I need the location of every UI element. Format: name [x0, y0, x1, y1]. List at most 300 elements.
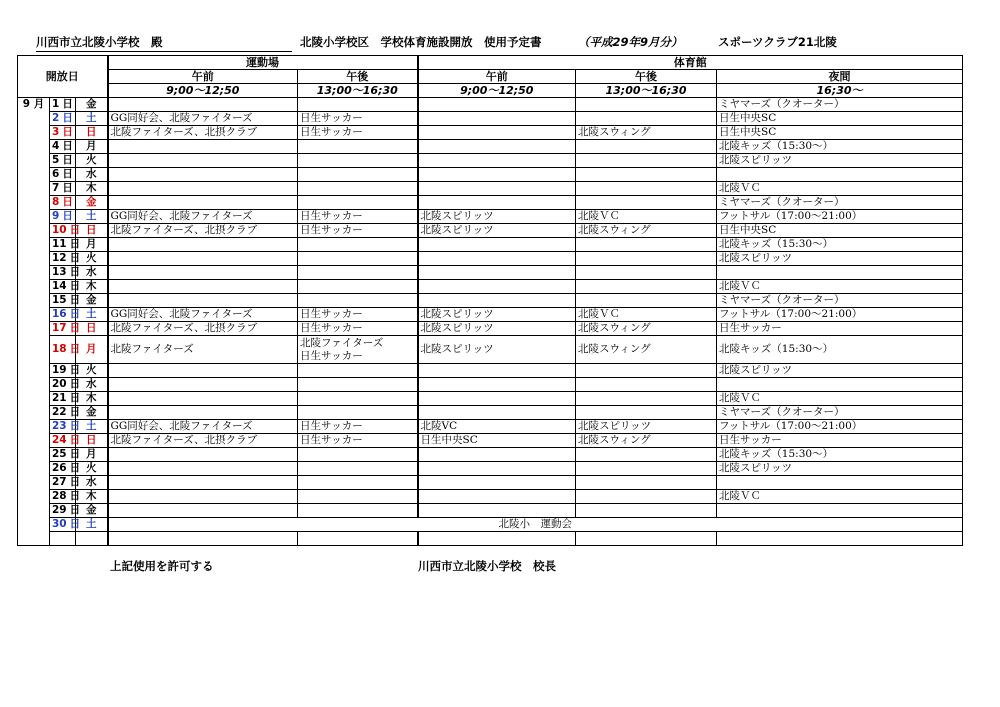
gym-pm-cell — [576, 406, 717, 420]
table-row — [18, 518, 963, 532]
gym-pm-cell — [576, 476, 717, 490]
schedule-body — [18, 98, 963, 546]
day-number-value: 19 — [52, 364, 67, 376]
weekday: 金 — [76, 196, 108, 210]
table-row — [18, 294, 963, 308]
weekday: 木 — [76, 182, 108, 196]
ground-am-cell — [108, 378, 298, 392]
weekday: 日 — [76, 126, 108, 140]
ground-header: 運動場 — [108, 56, 418, 70]
day-number — [50, 364, 81, 378]
ground-pm-cell — [298, 504, 418, 518]
gym-night-cell — [717, 476, 963, 490]
ground-pm-cell — [298, 266, 418, 280]
ground-am-cell — [108, 532, 298, 546]
ground-pm-cell — [298, 378, 418, 392]
gym-am-cell — [418, 98, 576, 112]
gym-header: 体育館 — [418, 56, 963, 70]
ground-am-cell — [108, 392, 298, 406]
day-suffix: 日 — [62, 140, 73, 152]
table-row — [18, 336, 963, 364]
gym-pm-cell: 北陵スウィング — [576, 336, 717, 364]
day-number — [50, 238, 81, 252]
gym-night-cell: 日生中央SC — [717, 112, 963, 126]
ground-pm-cell — [298, 294, 418, 308]
day-number-value: 5 — [52, 154, 60, 166]
gym-am-cell: 北陵スピリッツ — [418, 322, 576, 336]
weekday: 木 — [76, 392, 108, 406]
day-number-value: 27 — [52, 476, 67, 488]
gym-am-cell: 北陵スピリッツ — [418, 210, 576, 224]
day-suffix: 日 — [69, 252, 81, 264]
day-number — [50, 280, 81, 294]
gym-am-cell: 日生中央SC — [418, 434, 576, 448]
ground-am-cell — [108, 490, 298, 504]
ground-pm-cell — [298, 448, 418, 462]
day-number — [50, 308, 81, 322]
day-suffix: 日 — [69, 322, 81, 334]
weekday: 土 — [76, 308, 108, 322]
gym-night-cell — [717, 532, 963, 546]
day-number — [50, 140, 76, 154]
document-period: （平成29年9月分） — [578, 35, 683, 49]
gym-pm-cell: 北陵スウィング — [576, 434, 717, 448]
ground-am-time: 9;00～12;50 — [108, 84, 298, 98]
day-number — [50, 126, 76, 140]
day-number-value: 13 — [52, 266, 67, 278]
table-row — [18, 182, 963, 196]
gym-pm-cell — [576, 280, 717, 294]
day-number — [50, 182, 76, 196]
weekday: 水 — [76, 266, 108, 280]
gym-pm-cell — [576, 294, 717, 308]
gym-am-cell — [418, 238, 576, 252]
table-row — [18, 448, 963, 462]
ground-pm-cell — [298, 252, 418, 266]
ground-am-cell — [108, 294, 298, 308]
ground-am-cell — [108, 364, 298, 378]
day-suffix: 日 — [62, 98, 73, 110]
table-row — [18, 462, 963, 476]
ground-pm-header: 午後 — [298, 70, 418, 84]
ground-pm-cell: 日生サッカー — [298, 224, 418, 238]
day-suffix: 日 — [69, 294, 81, 306]
gym-pm-cell — [576, 182, 717, 196]
day-number-value: 12 — [52, 252, 67, 264]
ground-am-cell: 北陵ファイターズ — [108, 336, 298, 364]
day-number-value: 30 — [52, 518, 67, 530]
day-number — [50, 196, 76, 210]
day-number — [50, 378, 81, 392]
gym-night-cell: 日生中央SC — [717, 126, 963, 140]
gym-night-cell: 日生サッカー — [717, 322, 963, 336]
gym-am-cell — [418, 140, 576, 154]
ground-pm-time: 13;00～16;30 — [298, 84, 418, 98]
gym-am-cell — [418, 126, 576, 140]
ground-pm-cell — [298, 280, 418, 294]
table-row — [18, 364, 963, 378]
day-suffix: 日 — [69, 448, 81, 460]
day-number — [50, 504, 81, 518]
day-number-value: 1 — [52, 98, 60, 110]
ground-pm-cell: 北陵ファイターズ 日生サッカー — [298, 336, 418, 364]
day-number-value: 9 — [52, 210, 60, 222]
blank-row — [18, 532, 963, 546]
gym-am-cell — [418, 266, 576, 280]
day-number — [50, 210, 76, 224]
day-suffix: 日 — [69, 364, 81, 376]
day-suffix: 日 — [62, 182, 73, 194]
ground-am-cell — [108, 280, 298, 294]
gym-night-cell: ミヤマーズ（クオーター） — [717, 406, 963, 420]
table-row — [18, 112, 963, 126]
day-number-value: 28 — [52, 490, 67, 502]
table-row — [18, 378, 963, 392]
day-number — [50, 490, 81, 504]
gym-night-cell: フットサル（17:00～21:00） — [717, 420, 963, 434]
ground-pm-cell — [298, 476, 418, 490]
day-number-value: 10 — [52, 224, 67, 236]
day-number — [50, 462, 81, 476]
day-number — [50, 406, 81, 420]
ground-am-header: 午前 — [108, 70, 298, 84]
ground-am-cell — [108, 448, 298, 462]
gym-pm-cell: 北陵スウィング — [576, 126, 717, 140]
gym-am-cell — [418, 280, 576, 294]
schedule-table — [17, 55, 963, 546]
gym-night-header: 夜間 — [717, 70, 963, 84]
gym-night-cell: 北陵ＶＣ — [717, 392, 963, 406]
table-row — [18, 154, 963, 168]
gym-night-cell: ミヤマーズ（クオーター） — [717, 196, 963, 210]
weekday: 火 — [76, 364, 108, 378]
gym-pm-cell — [576, 490, 717, 504]
day-suffix: 日 — [62, 126, 73, 138]
day-suffix: 日 — [69, 378, 81, 390]
ground-am-cell — [108, 266, 298, 280]
month-cell: 9 月 — [18, 98, 50, 546]
gym-pm-cell — [576, 462, 717, 476]
ground-pm-cell: 日生サッカー — [298, 210, 418, 224]
weekday — [76, 532, 108, 546]
gym-pm-cell — [576, 378, 717, 392]
gym-am-cell — [418, 448, 576, 462]
gym-night-cell: 北陵スピリッツ — [717, 462, 963, 476]
day-number — [50, 224, 81, 238]
ground-am-cell: GG同好会、北陵ファイターズ — [108, 112, 298, 126]
ground-am-cell: 北陵ファイターズ、北摂クラブ — [108, 322, 298, 336]
gym-night-cell: 北陵キッズ（15:30～） — [717, 336, 963, 364]
table-row — [18, 140, 963, 154]
day-number-value: 4 — [52, 140, 60, 152]
day-number-value: 8 — [52, 196, 60, 208]
weekday: 土 — [76, 518, 108, 532]
gym-am-time: 9;00～12;50 — [418, 84, 576, 98]
weekday: 日 — [76, 322, 108, 336]
gym-pm-cell — [576, 196, 717, 210]
ground-pm-cell — [298, 364, 418, 378]
day-number — [50, 392, 81, 406]
gym-night-cell: 北陵スピリッツ — [717, 154, 963, 168]
gym-pm-cell — [576, 252, 717, 266]
weekday: 金 — [76, 406, 108, 420]
open-day-header: 開放日 — [18, 56, 108, 98]
ground-am-cell: 北陵ファイターズ、北摂クラブ — [108, 434, 298, 448]
day-suffix: 日 — [62, 196, 73, 208]
gym-am-cell — [418, 196, 576, 210]
gym-night-cell: 北陵キッズ（15:30～） — [717, 140, 963, 154]
day-suffix: 日 — [69, 406, 81, 418]
ground-am-cell: 北陵ファイターズ、北摂クラブ — [108, 224, 298, 238]
table-row — [18, 504, 963, 518]
day-number — [50, 532, 76, 546]
permit-statement: 上記使用を許可する — [110, 559, 214, 573]
day-suffix: 日 — [69, 518, 81, 530]
gym-am-cell — [418, 504, 576, 518]
day-suffix: 日 — [69, 462, 81, 474]
table-row — [18, 224, 963, 238]
day-number — [50, 154, 76, 168]
ground-pm-cell: 日生サッカー — [298, 112, 418, 126]
gym-am-cell: 北陵VC — [418, 420, 576, 434]
gym-night-cell: 北陵ＶＣ — [717, 182, 963, 196]
day-number — [50, 476, 81, 490]
ground-am-cell — [108, 182, 298, 196]
gym-am-cell — [418, 112, 576, 126]
day-number-value: 20 — [52, 378, 67, 390]
day-number-value: 3 — [52, 126, 60, 138]
ground-am-cell — [108, 98, 298, 112]
ground-pm-cell: 日生サッカー — [298, 126, 418, 140]
ground-pm-cell — [298, 462, 418, 476]
day-suffix: 日 — [62, 112, 73, 124]
day-number — [50, 336, 81, 364]
gym-pm-header: 午後 — [576, 70, 717, 84]
gym-pm-cell — [576, 532, 717, 546]
weekday: 火 — [76, 154, 108, 168]
day-number-value: 2 — [52, 112, 60, 124]
gym-am-cell — [418, 154, 576, 168]
table-row — [18, 490, 963, 504]
weekday: 日 — [76, 434, 108, 448]
day-number — [50, 266, 81, 280]
day-suffix: 日 — [69, 280, 81, 292]
day-number — [50, 252, 81, 266]
gym-am-cell: 北陵スピリッツ — [418, 224, 576, 238]
weekday: 火 — [76, 462, 108, 476]
day-number-value: 23 — [52, 420, 67, 432]
ground-am-cell — [108, 476, 298, 490]
gym-pm-cell — [576, 392, 717, 406]
addressee-school: 川西市立北陵小学校 殿 — [36, 34, 292, 52]
gym-pm-cell — [576, 238, 717, 252]
day-number — [50, 112, 76, 126]
gym-pm-cell — [576, 112, 717, 126]
ground-pm-cell — [298, 182, 418, 196]
ground-pm-cell: 日生サッカー — [298, 322, 418, 336]
day-suffix: 日 — [69, 420, 81, 432]
day-suffix: 日 — [69, 476, 81, 488]
ground-am-cell: GG同好会、北陵ファイターズ — [108, 420, 298, 434]
gym-night-cell: 北陵キッズ（15:30～） — [717, 448, 963, 462]
gym-am-cell — [418, 364, 576, 378]
gym-night-cell: フットサル（17:00～21:00） — [717, 210, 963, 224]
gym-night-cell — [717, 378, 963, 392]
day-suffix: 日 — [62, 210, 73, 222]
day-number-value: 29 — [52, 504, 67, 516]
gym-am-cell — [418, 406, 576, 420]
ground-am-cell — [108, 196, 298, 210]
table-row — [18, 210, 963, 224]
day-number — [50, 448, 81, 462]
weekday: 金 — [76, 98, 108, 112]
table-row — [18, 434, 963, 448]
weekday: 土 — [76, 210, 108, 224]
day-suffix: 日 — [69, 392, 81, 404]
ground-am-cell — [108, 462, 298, 476]
weekday: 月 — [76, 238, 108, 252]
day-number-value: 14 — [52, 280, 67, 292]
ground-pm-cell — [298, 154, 418, 168]
gym-am-cell — [418, 532, 576, 546]
weekday: 土 — [76, 420, 108, 434]
document-title: 北陵小学校区 学校体育施設開放 使用予定書 — [300, 35, 542, 49]
gym-am-cell — [418, 378, 576, 392]
day-number-value: 21 — [52, 392, 67, 404]
day-number — [50, 420, 81, 434]
table-row — [18, 126, 963, 140]
table-row — [18, 196, 963, 210]
day-suffix: 日 — [62, 154, 73, 166]
ground-am-cell: GG同好会、北陵ファイターズ — [108, 308, 298, 322]
table-row — [18, 392, 963, 406]
day-suffix: 日 — [69, 504, 81, 516]
gym-night-cell — [717, 168, 963, 182]
gym-night-time: 16;30～ — [717, 84, 963, 98]
weekday: 水 — [76, 476, 108, 490]
gym-night-cell: 日生中央SC — [717, 224, 963, 238]
day-number — [50, 322, 81, 336]
gym-pm-cell: 北陵スウィング — [576, 224, 717, 238]
day-number-value: 26 — [52, 462, 67, 474]
ground-pm-cell — [298, 532, 418, 546]
gym-pm-cell — [576, 140, 717, 154]
gym-night-cell: 北陵ＶＣ — [717, 490, 963, 504]
gym-night-cell — [717, 504, 963, 518]
gym-pm-time: 13;00～16;30 — [576, 84, 717, 98]
table-row — [18, 476, 963, 490]
day-suffix: 日 — [69, 343, 81, 355]
table-row — [18, 322, 963, 336]
gym-pm-cell: 北陵スウィング — [576, 322, 717, 336]
gym-am-cell — [418, 294, 576, 308]
gym-am-cell — [418, 490, 576, 504]
gym-pm-cell — [576, 266, 717, 280]
day-number — [50, 518, 81, 532]
weekday: 火 — [76, 252, 108, 266]
day-number — [50, 168, 76, 182]
gym-pm-cell — [576, 98, 717, 112]
ground-am-cell — [108, 504, 298, 518]
weekday: 水 — [76, 168, 108, 182]
day-number-value: 17 — [52, 322, 67, 334]
weekday: 金 — [76, 294, 108, 308]
day-number-value: 15 — [52, 294, 67, 306]
day-number-value: 6 — [52, 168, 60, 180]
ground-pm-cell — [298, 98, 418, 112]
ground-am-cell — [108, 140, 298, 154]
gym-am-cell — [418, 252, 576, 266]
ground-pm-cell — [298, 238, 418, 252]
day-number-value: 18 — [52, 343, 67, 355]
weekday: 月 — [76, 140, 108, 154]
weekday: 土 — [76, 112, 108, 126]
principal-signature: 川西市立北陵小学校 校長 — [418, 559, 556, 573]
weekday: 月 — [76, 336, 108, 364]
gym-night-cell: ミヤマーズ（クオーター） — [717, 294, 963, 308]
weekday: 木 — [76, 490, 108, 504]
gym-pm-cell — [576, 168, 717, 182]
gym-pm-cell — [576, 448, 717, 462]
day-number-value: 11 — [52, 238, 67, 250]
day-suffix: 日 — [69, 490, 81, 502]
gym-pm-cell: 北陵スピリッツ — [576, 420, 717, 434]
ground-pm-cell — [298, 490, 418, 504]
day-suffix: 日 — [69, 434, 81, 446]
ground-pm-cell: 日生サッカー — [298, 434, 418, 448]
gym-pm-cell — [576, 364, 717, 378]
ground-pm-cell — [298, 168, 418, 182]
ground-pm-cell — [298, 406, 418, 420]
ground-pm-cell — [298, 140, 418, 154]
gym-night-cell: フットサル（17:00～21:00） — [717, 308, 963, 322]
ground-pm-cell — [298, 392, 418, 406]
weekday: 月 — [76, 448, 108, 462]
ground-am-cell — [108, 154, 298, 168]
day-suffix: 日 — [69, 224, 81, 236]
gym-am-cell: 北陵スピリッツ — [418, 308, 576, 322]
weekday: 木 — [76, 280, 108, 294]
day-number-value: 22 — [52, 406, 67, 418]
gym-pm-cell — [576, 154, 717, 168]
table-row — [18, 266, 963, 280]
club-name: スポーツクラブ21北陵 — [718, 35, 837, 49]
ground-am-cell — [108, 406, 298, 420]
gym-night-cell: 北陵スピリッツ — [717, 364, 963, 378]
ground-pm-cell: 日生サッカー — [298, 420, 418, 434]
table-row — [18, 98, 963, 112]
ground-pm-cell — [298, 196, 418, 210]
gym-am-cell — [418, 182, 576, 196]
ground-pm-cell: 日生サッカー — [298, 308, 418, 322]
gym-am-cell — [418, 476, 576, 490]
day-suffix: 日 — [69, 266, 81, 278]
gym-am-cell: 北陵スピリッツ — [418, 336, 576, 364]
day-number-value: 7 — [52, 182, 60, 194]
gym-pm-cell: 北陵ＶＣ — [576, 308, 717, 322]
gym-am-cell — [418, 168, 576, 182]
weekday: 水 — [76, 378, 108, 392]
table-row — [18, 168, 963, 182]
day-suffix: 日 — [62, 168, 73, 180]
ground-am-cell — [108, 252, 298, 266]
day-number — [50, 98, 76, 112]
gym-pm-cell: 北陵ＶＣ — [576, 210, 717, 224]
day-number — [50, 294, 81, 308]
ground-am-cell: 北陵ファイターズ、北摂クラブ — [108, 126, 298, 140]
gym-night-cell — [717, 266, 963, 280]
day-number-value: 25 — [52, 448, 67, 460]
